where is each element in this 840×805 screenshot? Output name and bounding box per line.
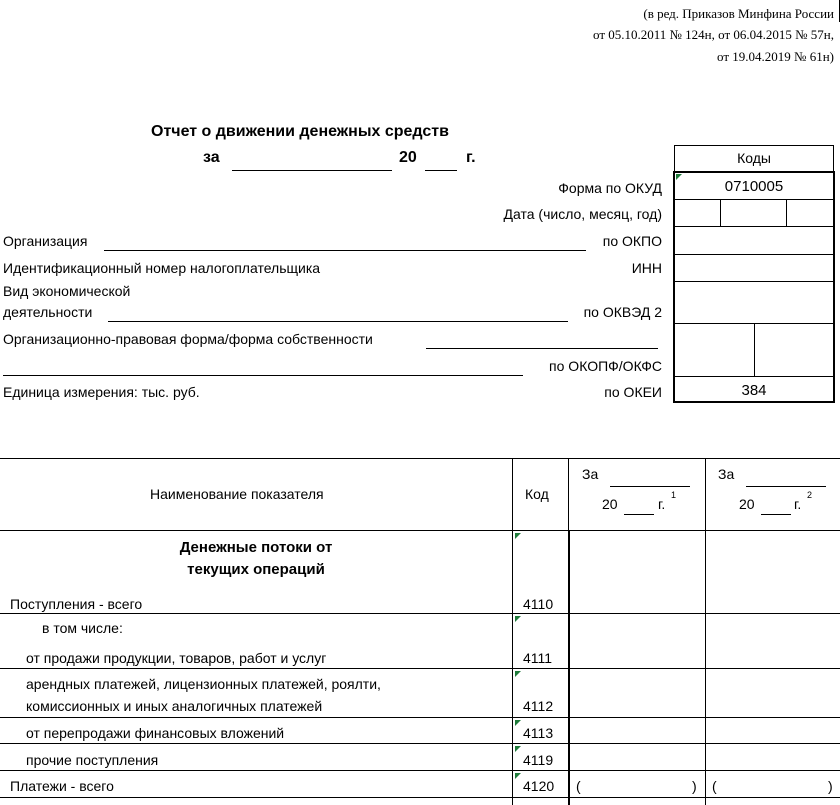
table-row-payments-total: Платежи - всего <box>10 778 114 794</box>
section-heading-1: Денежные потоки от <box>179 539 333 556</box>
activity-label-1: Вид экономической <box>3 283 131 299</box>
okud-value[interactable]: 0710005 <box>724 178 784 195</box>
table-row-other-receipts: прочие поступления <box>26 752 159 768</box>
edition-line-2: от 05.10.2011 № 124н, от 06.04.2015 № 57н, <box>592 27 834 42</box>
legal-form-label: Организационно-правовая форма/форма собственности <box>3 331 373 347</box>
title-za: за <box>203 149 220 166</box>
col-name-header: Наименование показателя <box>150 486 324 502</box>
paren-close-2: ) <box>828 778 833 794</box>
row-code: 4111 <box>523 650 553 666</box>
table-row-rent-1: арендных платежей, лицензионных платежей, роялти, <box>26 676 381 692</box>
org-input-line[interactable] <box>104 250 586 251</box>
year-blank[interactable] <box>425 170 457 171</box>
section-heading-2: текущих операций <box>187 561 325 578</box>
edition-line-3: от 19.04.2019 № 61н) <box>717 49 834 64</box>
row-code: 4120 <box>523 778 555 794</box>
paren-close-1: ) <box>692 778 697 794</box>
col1-za: За <box>582 466 599 482</box>
col1-year-prefix: 20 <box>602 496 618 512</box>
paren-open-2: ( <box>712 778 717 794</box>
report-title: Отчет о движении денежных средств <box>151 123 449 140</box>
inn-label: ИНН <box>631 260 662 276</box>
row-code: 4110 <box>523 596 554 612</box>
col2-note: 2 <box>807 490 813 500</box>
activity-label-2: деятельности <box>3 304 93 320</box>
okei-value[interactable]: 384 <box>741 382 767 399</box>
col2-za: За <box>718 466 735 482</box>
inn-full-label: Идентификационный номер налогоплательщика <box>3 260 321 276</box>
col2-period-blank[interactable] <box>746 486 826 487</box>
col-code-header: Код <box>525 486 549 502</box>
legal-form-input-line-2[interactable] <box>3 375 523 376</box>
period-blank[interactable] <box>232 170 392 171</box>
unit-label: Единица измерения: тыс. руб. <box>3 384 200 400</box>
paren-open-1: ( <box>576 778 581 794</box>
okei-label: по ОКЕИ <box>604 384 662 400</box>
okpo-label: по ОКПО <box>602 233 662 249</box>
col1-year-suffix: г. <box>658 496 666 512</box>
table-row-receipts-total: Поступления - всего <box>10 596 143 612</box>
col2-year-prefix: 20 <box>739 496 755 512</box>
col2-year-suffix: г. <box>794 496 802 512</box>
col1-note: 1 <box>671 490 677 500</box>
table-row-sales: от продажи продукции, товаров, работ и услуг <box>26 650 327 666</box>
col1-period-blank[interactable] <box>610 486 690 487</box>
org-label: Организация <box>3 233 88 249</box>
edition-line-1: (в ред. Приказов Минфина России <box>643 6 834 21</box>
okud-label: Форма по ОКУД <box>558 180 662 196</box>
activity-input-line[interactable] <box>108 321 568 322</box>
okved-label: по ОКВЭД 2 <box>583 304 662 320</box>
title-year-prefix: 20 <box>399 149 417 166</box>
row-code: 4119 <box>523 752 554 768</box>
legal-form-input-line-1[interactable] <box>426 348 658 349</box>
table-row-rent-2: комиссионных и иных аналогичных платежей <box>26 698 323 714</box>
table-row-resale: от перепродажи финансовых вложений <box>26 725 285 741</box>
title-year-suffix: г. <box>466 149 476 166</box>
col1-year-blank[interactable] <box>624 514 654 515</box>
date-label: Дата (число, месяц, год) <box>503 206 662 222</box>
col2-year-blank[interactable] <box>761 514 791 515</box>
table-row-including: в том числе: <box>42 620 123 636</box>
row-code: 4112 <box>523 698 554 714</box>
okopf-label: по ОКОПФ/ОКФС <box>549 358 662 374</box>
codes-header: Коды <box>674 145 834 172</box>
row-code: 4113 <box>523 725 554 741</box>
